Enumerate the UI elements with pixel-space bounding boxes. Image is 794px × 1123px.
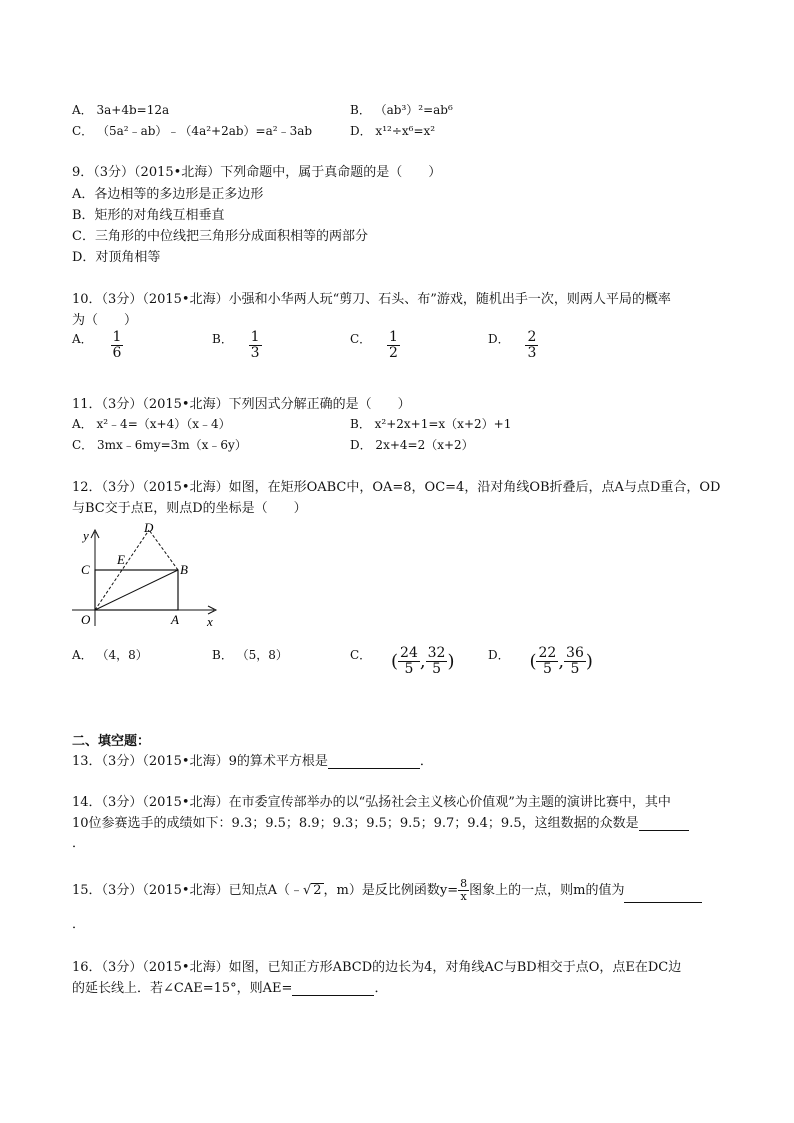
q10-option-b: [212, 330, 262, 361]
label-c: C: [81, 562, 90, 577]
q12-option-c-frac1-num: 24: [400, 645, 418, 661]
q16-stem-line1: 16．（3分）（2015•北海）如图，已知正方形ABCD的边长为4，对角线AC与BD相交于点O，点E在DC边: [72, 960, 682, 975]
q15-pre: 15．（3分）（2015•北海）已知点A（﹣: [72, 883, 303, 898]
q10-option-c-label: C．: [350, 332, 372, 346]
q9-option-d: D．对顶角相等: [72, 250, 161, 265]
q10-option-d-numerator: 2: [527, 329, 537, 345]
q14-stem-line1: 14．（3分）（2015•北海）在市委宣传部举办的以“弘扬社会主义核心价值观”为主题的演讲比赛中，其中: [72, 795, 671, 810]
q13-stem: 13．（3分）（2015•北海）9的算术平方根是: [72, 754, 328, 769]
q15-answer-blank[interactable]: [624, 890, 702, 903]
q16-answer-blank[interactable]: [292, 983, 374, 996]
q12-option-a: A． （4，8）: [72, 648, 148, 662]
label-a: A: [171, 612, 179, 627]
q14-stem-line2: 10位参赛选手的成绩如下：9.3；9.5；8.9；9.3；9.5；9.5；9.7；9.4；9.5，这组数据的众数是: [72, 816, 639, 831]
q15-radicand: 2: [313, 883, 322, 898]
q10-option-a-fraction: [111, 330, 124, 361]
q8-option-c: C． （5a²﹣ab）﹣（4a²+2ab）=a²﹣3ab: [72, 124, 313, 138]
q10-option-b-numerator: 1: [250, 329, 260, 345]
q10-option-c-fraction: [387, 330, 400, 361]
q10-option-b-denominator: 3: [250, 345, 260, 361]
label-x: x: [207, 614, 213, 629]
q12-option-c-frac1-den: 5: [404, 661, 414, 677]
q12-option-d-frac1-num: 22: [538, 645, 557, 661]
fold-line-bd: [149, 530, 178, 570]
q12-option-d-frac2-num: 36: [566, 645, 584, 661]
q13: [72, 750, 433, 769]
q12-option-c-label: C．: [350, 648, 372, 662]
q10-option-b-fraction: [249, 330, 262, 361]
q10-option-b-label: B．: [212, 332, 233, 346]
q10-option-d: [488, 330, 538, 361]
q15-mid: ，m）是反比例函数y=: [323, 883, 459, 898]
q12-stem-line1: 12．（3分）（2015•北海）如图，在矩形OABC中，OA=8，OC=4，沿对角线OB折叠后，点A与点D重合，OD: [72, 480, 721, 495]
q14-end: ．: [72, 836, 86, 851]
q8-option-a: A． 3a+4b=12a: [72, 103, 170, 117]
q8-option-b: B． （ab³）²=ab⁶: [350, 103, 453, 117]
label-b: B: [180, 562, 188, 577]
q13-answer-blank[interactable]: [328, 756, 420, 769]
q11-option-a: A． x²﹣4=（x+4）（x﹣4）: [72, 417, 231, 431]
q14-answer-blank[interactable]: [639, 818, 689, 831]
label-y: y: [83, 528, 89, 543]
q10-option-d-denominator: 3: [527, 345, 537, 361]
q15-post: 图象上的一点，则m的值为: [469, 883, 625, 898]
q10-stem-line1: 10．（3分）（2015•北海）小强和小华两人玩“剪刀、石头、布”游戏，随机出手一次，则两人平局的概率: [72, 292, 671, 307]
q15-fraction: [458, 878, 469, 903]
q11-option-c: C． 3mx﹣6my=3m（x﹣6y）: [72, 438, 247, 452]
q15-frac-den: x: [460, 890, 467, 903]
section-title-fill-in: 二、填空题：: [72, 734, 151, 749]
q12-option-d-label: D．: [488, 648, 510, 662]
q9-option-c: C．三角形的中位线把三角形分成面积相等的两部分: [72, 229, 368, 244]
q10-option-c: [350, 330, 400, 361]
q15: 15．（3分）（2015•北海）已知点A（﹣√ 2 ，m）是反比例函数y= $\frac{8}{x}$ 图象上的一点，则m的值为: [72, 878, 702, 903]
q16-stem-line2: 的延长线上．若∠CAE=15°，则AE=: [72, 981, 293, 996]
q10-option-d-label: D．: [488, 332, 510, 346]
q9-option-b: B．矩形的对角线互相垂直: [72, 208, 225, 223]
q16-line2: [72, 977, 387, 996]
q9-stem: 9．（3分）（2015•北海）下列命题中，属于真命题的是（ ）: [72, 165, 442, 180]
q10-option-d-fraction: [525, 330, 538, 361]
q15-frac-num: 8: [460, 877, 468, 890]
q12-option-b: B． （5，8）: [212, 648, 288, 662]
label-d: D: [144, 520, 154, 535]
diagonal-ob: [95, 570, 178, 610]
q13-end: ．: [419, 754, 433, 769]
q10-stem-line2: 为（ ）: [72, 313, 138, 328]
q12-option-c-frac1: [398, 646, 420, 677]
label-o: O: [81, 612, 91, 627]
q16-end: ．: [374, 981, 388, 996]
q12-option-c: C． ( $\frac{24}{5}$ , $\frac{32}{5}$ ): [350, 645, 455, 677]
q10-option-a-numerator: 1: [112, 329, 122, 345]
q10-option-c-numerator: 1: [389, 329, 398, 345]
q11-option-b: B． x²+2x+1=x（x+2）+1: [350, 417, 512, 431]
q12-option-c-frac2: [426, 646, 448, 677]
q11-stem: 11．（3分）（2015•北海）下列因式分解正确的是（ ）: [72, 397, 411, 412]
q12-option-d-frac1-den: 5: [542, 661, 552, 677]
q12-option-d-frac2: [564, 646, 586, 677]
q10-option-a: [72, 330, 123, 361]
q12-option-c-frac2-num: 32: [427, 645, 446, 661]
q8-option-d: D． x¹²÷x⁶=x²: [350, 124, 436, 138]
q12-option-d-frac2-den: 5: [570, 661, 580, 677]
q14-line2: [72, 812, 689, 831]
q12-stem-line2: 与BC交于点E，则点D的坐标是（ ）: [72, 501, 307, 516]
q12-option-c-frac2-den: 5: [432, 661, 441, 677]
q15-end: ．: [72, 917, 86, 932]
q10-option-a-label: A．: [72, 332, 93, 346]
q12-option-d: D． ( $\frac{22}{5}$ , $\frac{36}{5}$ ): [488, 645, 593, 677]
q10-option-c-denominator: 2: [389, 345, 398, 361]
q11-option-d: D． 2x+4=2（x+2）: [350, 438, 474, 452]
q12-option-d-frac1: [536, 646, 558, 677]
q9-option-a: A．各边相等的多边形是正多边形: [72, 187, 264, 202]
q10-option-a-denominator: 6: [112, 345, 122, 361]
q12-figure: [66, 520, 226, 630]
label-e: E: [117, 552, 125, 567]
